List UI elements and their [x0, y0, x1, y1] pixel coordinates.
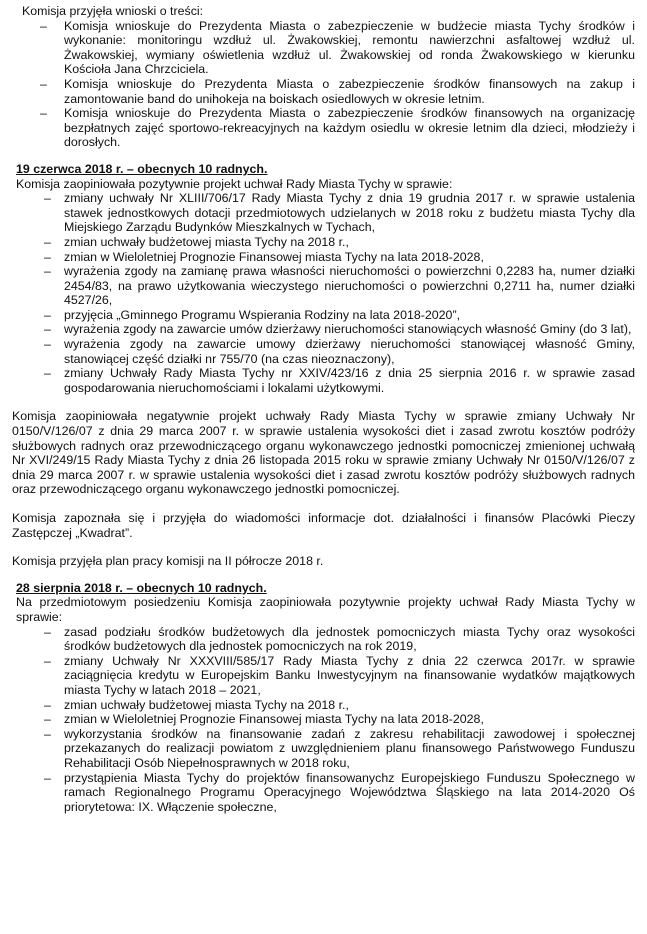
meeting-heading-august: 28 sierpnia 2018 r. – obecnych 10 radnych. [16, 580, 267, 595]
list-item: – zmiany Uchwały Rady Miasta Tychy nr XXIV/423/16 z dnia 25 sierpnia 2016 r. w sprawie zasad gospodarowania nieruchomościami i lokalami użytkowymi. [44, 366, 635, 395]
dash-bullet: – [40, 18, 47, 33]
dash-bullet: – [40, 106, 47, 121]
resolutions-list-june [12, 191, 635, 395]
dash-bullet: – [40, 76, 47, 91]
dash-bullet: – [44, 249, 51, 264]
dash-bullet: – [44, 307, 51, 322]
dash-bullet: – [44, 624, 51, 639]
list-item: – przyjęcia „Gminnego Programu Wspierania Rodziny na lata 2018-2020”, [44, 307, 461, 322]
work-plan-paragraph: Komisja przyjęła plan pracy komisji na II półrocze 2018 r. [12, 554, 324, 569]
negative-opinion-paragraph: Komisja zaopiniowała negatywnie projekt uchwały Rady Miasta Tychy w sprawie zmiany Uchwały Nr 0150/V/126/07 z dnia 29 marca 2007 r. w sprawie ustalenia wysokości diet i zasad zwrotu kosztów podróży służbowych radnych oraz przewodniczącego organu wykonawczego jednostki pomocniczej zmienionej uchwałą Nr XVI/249/15 Rady Miasta Tychy z dnia 26 listopada 2015 roku w sprawie zmiany Uchwały Nr 0150/V/126/07 z dnia 29 marca 2007 r. w sprawie ustalenia wysokości diet i zasad zwrotu kosztów podróży służbowych radnych oraz przewodniczącego organu wykonawczego jednostki pomocniczej. [12, 409, 635, 497]
dash-bullet: – [44, 322, 51, 337]
dash-bullet: – [44, 337, 51, 352]
dash-bullet: – [44, 697, 51, 712]
info-paragraph: Komisja zapoznała się i przyjęła do wiadomości informacje dot. działalności i finansów Placówki Pieczy Zastępczej „Kwadrat”. [12, 511, 635, 540]
list-item: – zmiany Uchwały Nr XXXVIII/585/17 Rady Miasta Tychy z dnia 22 czerwca 2017r. w sprawie zaciągnięcia kredytu w Europejskim Banku Inwestycyjnym na finansowanie wydatków majątkowych miasta Tychy w latach 2018 – 2021, [44, 653, 635, 697]
dash-bullet: – [44, 264, 51, 279]
dash-bullet: – [44, 234, 51, 249]
dash-bullet: – [44, 712, 51, 727]
dash-bullet: – [44, 726, 51, 741]
list-item: – Komisja wnioskuje do Prezydenta Miasta o zabezpieczenie środków finansowych na organizację bezpłatnych zajęć sportowo-rekreacyjnych na każdym osiedlu w okresie letnim dla dzieci, młodzieży i dorosłych. [40, 106, 635, 150]
dash-bullet: – [44, 366, 51, 381]
dash-bullet: – [44, 770, 51, 785]
list-item: – zmian uchwały budżetowej miasta Tychy na 2018 r., [44, 697, 349, 712]
list-item: – zmiany uchwały Nr XLIII/706/17 Rady Miasta Tychy z dnia 19 grudnia 2017 r. w sprawie ustalenia stawek jednostkowych dotacji przedmiotowych udzielanych w 2018 roku z budżetu miasta Tychy dla Miejskiego Zarządu Budynków Mieszkalnych w Tychach, [44, 191, 635, 235]
list-item: – przystąpienia Miasta Tychy do projektów finansowanychz Europejskiego Funduszu Społecznego w ramach Regionalnego Programu Operacyjnego Województwa Śląskiego na lata 2014-2020 Oś priorytetowa: IX. Włączenie społeczne, [44, 770, 635, 814]
list-item: – Komisja wnioskuje do Prezydenta Miasta o zabezpieczenie w budżecie miasta Tychy środków i wykonanie: monitoringu wzdłuż ul. Żwakowskiej, remontu nawierzchni asfaltowej wzdłuż ul. Żwakowskiej, wymiany oświetlenia wzdłuż ul. Żwakowskiej od ronda Żwakowskiego w kierunku Kościoła Jana Chrzciciela. [40, 18, 635, 77]
dash-bullet: – [44, 653, 51, 668]
list-item: – zmian w Wieloletniej Prognozie Finansowej miasta Tychy na lata 2018-2028, [44, 249, 484, 264]
proposals-list [12, 19, 635, 150]
meeting-lead: Komisja zaopiniowała pozytywnie projekt uchwał Rady Miasta Tychy w sprawie: [16, 176, 453, 191]
list-item: – wykorzystania środków na finansowanie zadań z zakresu rehabilitacji zawodowej i społecznej przekazanych do realizacji powiatom z uwzględnieniem planu finansowego Państwowego Funduszu Rehabilitacji Osób Niepełnosprawnych w 2018 roku, [44, 726, 635, 770]
list-item: – wyrażenia zgody na zawarcie umów dzierżawy nieruchomości stanowiących własność Gminy (do 3 lat), [44, 322, 632, 337]
list-item: – zmian uchwały budżetowej miasta Tychy na 2018 r., [44, 234, 349, 249]
list-item: – Komisja wnioskuje do Prezydenta Miasta o zabezpieczenie środków finansowych na zakup i zamontowanie band do unihokeja na boiskach osiedlowych w okresie letnim. [40, 76, 635, 106]
list-item: – zasad podziału środków budżetowych dla jednostek pomocniczych miasta Tychy oraz wysokości środków budżetowych dla jednostek pomocniczych na rok 2019, [44, 624, 635, 654]
resolutions-list-august [12, 625, 635, 815]
list-item: – zmian w Wieloletniej Prognozie Finansowej miasta Tychy na lata 2018-2028, [44, 712, 484, 727]
intro-text: Komisja przyjęła wnioski o treści: [22, 4, 204, 18]
meeting-heading-june: 19 czerwca 2018 r. – obecnych 10 radnych. [16, 161, 268, 176]
dash-bullet: – [44, 191, 51, 206]
meeting-lead: Na przedmiotowym posiedzeniu Komisja zaopiniowała pozytywnie projekty uchwał Rady Miasta Tychy w sprawie: [16, 595, 635, 624]
list-item: – wyrażenia zgody na zawarcie umowy dzierżawy nieruchomości stanowiącej własność Gminy, stanowiącej część działki nr 755/70 (na czas nieoznaczony), [44, 337, 635, 366]
list-item: – wyrażenia zgody na zamianę prawa własności nieruchomości o powierzchni 0,2283 ha, numer działki 2454/83, na prawo użytkowania wieczystego nieruchomości o powierzchni 0,2711 ha, numer działki 4527/26, [44, 264, 635, 308]
